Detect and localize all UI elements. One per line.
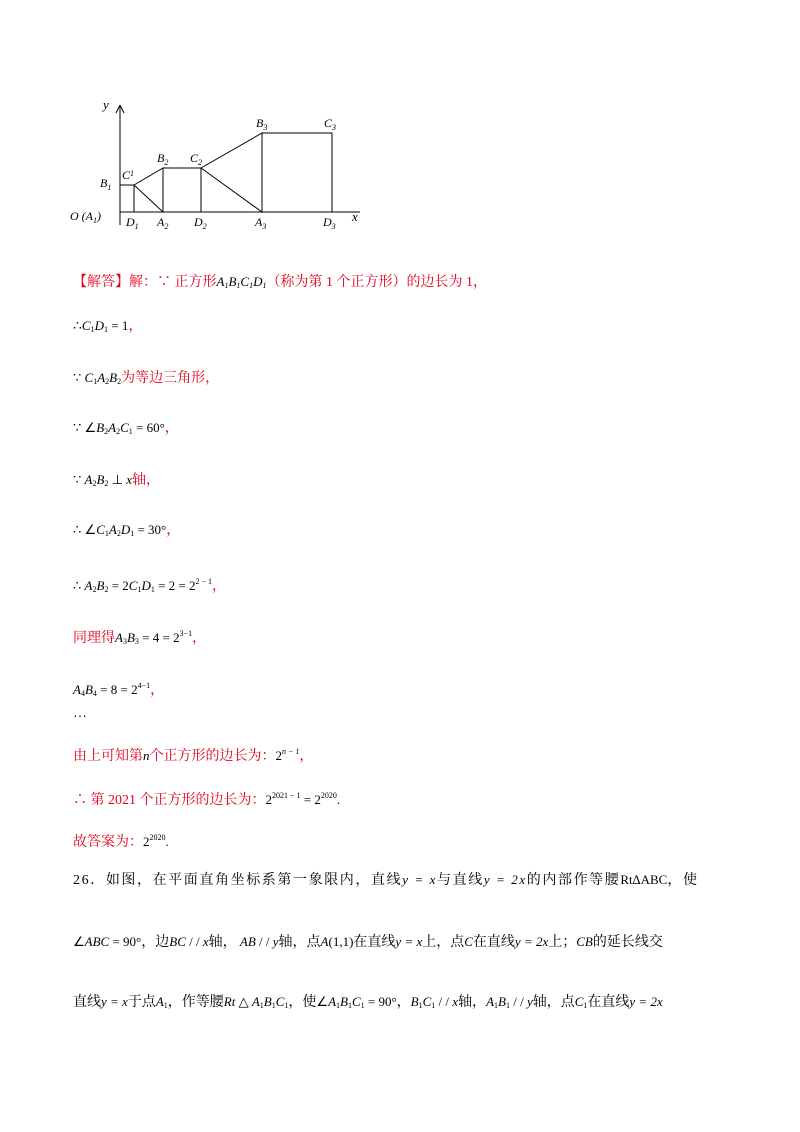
label-origin: O $(A_1)$ [70, 209, 101, 225]
label-B3: $B_3$ [256, 116, 268, 132]
label-B1: $B_1$ [100, 176, 112, 192]
solution-line-11: 由上可知第n个正方形的边长为：$2^{n - 1}$， [73, 747, 314, 764]
solution-line-7: ∴ $A_2B_2 = 2C_1D_1 = 2 = 2^{2 - 1}$， [73, 577, 227, 594]
solution-line-8: 同理得$A_3B_3 = 4 = 2^{3-1}$， [73, 629, 207, 646]
solution-line-3: ∵ $C_1A_2B_2$为等边三角形， [73, 370, 220, 386]
solution-line-12: ∴ 第 2021 个正方形的边长为：$2^{2021 - 1} = 2^{2020}$. [73, 791, 341, 808]
label-D3: $D_3$ [323, 215, 336, 231]
label-A3: $A_3$ [255, 215, 267, 231]
geometry-figure [60, 95, 380, 235]
label-C1: $C^1$ [122, 168, 135, 182]
solution-line-10: … [73, 706, 87, 721]
square-2 [163, 168, 201, 212]
answer-tag: 【解答】 [73, 275, 129, 290]
solution-line-2: $\therefore C_1D_1 = 1$， [73, 318, 143, 334]
label-y: y [103, 97, 109, 112]
solution-line-6: ∴ $\angle C_1A_2D_1 = 30^\circ$， [73, 522, 181, 538]
problem-line-3: 直线y = x于点$A_1$，作等腰Rt △ $A_1B_1C_1$，使$\angle A_1B_1C_1 = 90^\circ$，$B_1C_1$ / / x轴，$A_1B_1$ / / y轴，点$C_1$在直线y = 2x [73, 994, 663, 1010]
y-axis-arrow-2 [120, 105, 124, 113]
label-C2: $C_2$ [190, 151, 203, 167]
solution-line-4: ∵ $\angle B_2A_2C_1 = 60^\circ$， [73, 420, 179, 436]
label-D1: $D_1$ [126, 215, 139, 231]
square-3 [262, 133, 332, 212]
square-1 [120, 185, 134, 212]
problem-line-1: 26．如图，在平面直角坐标系第一象限内，直线y = x与直线y = 2x的内部作等腰Rt∆ABC，使 [73, 872, 699, 888]
solution-line-1: 【解答】解：∵ 正方形$A_1B_1C_1D_1$（称为第 1 个正方形）的边长为 1， [73, 274, 487, 290]
label-A2: $A_2$ [157, 215, 169, 231]
label-x: x [352, 209, 358, 224]
problem-line-2: ∠ABC = 90°，边BC / / x轴， AB / / y轴，点A(1,1)在直线y = x上，点C在直线y = 2x上；CB的延长线交 [73, 934, 663, 950]
label-C3: $C_3$ [324, 116, 337, 132]
solution-line-5: ∵ $A_2B_2$ ⊥ x轴， [73, 472, 161, 488]
y-axis-arrow [116, 105, 120, 113]
solution-line-13: 故答案为：$2^{2020}$. [73, 833, 169, 850]
label-D2: $D_2$ [194, 215, 207, 231]
solution-line-9: $A_4B_4 = 8 = 2^{4-1}$， [73, 681, 165, 698]
triangle-1 [134, 168, 163, 212]
triangle-2 [201, 133, 262, 212]
label-B2: $B_2$ [157, 151, 169, 167]
